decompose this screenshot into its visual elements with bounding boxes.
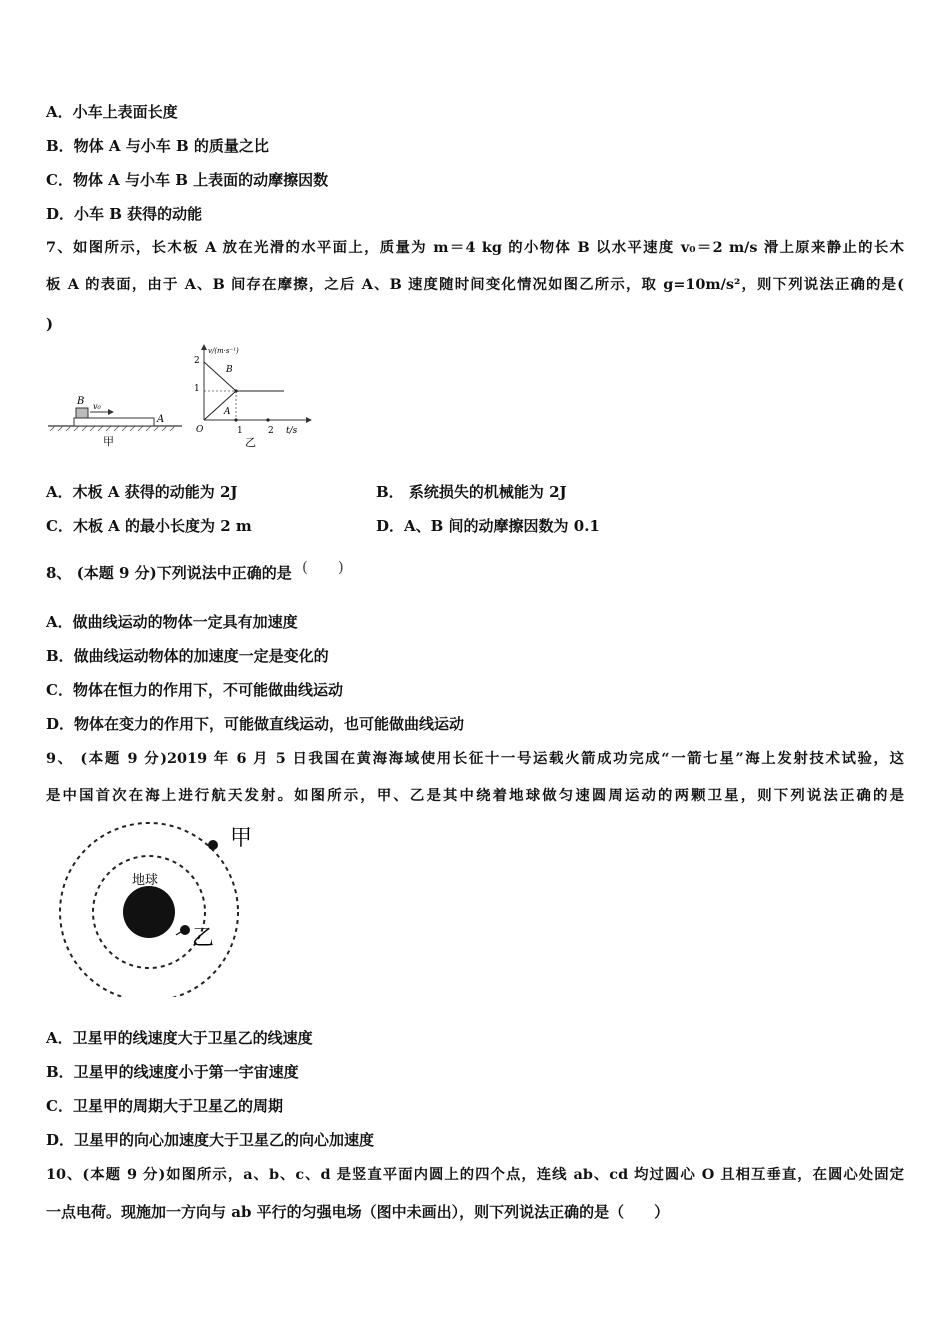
figure-yi-caption: 乙: [245, 436, 256, 449]
q10-stem-line2: 一点电荷。现施加一方向与 ab 平行的匀强电场（图中未画出），则下列说法正确的是（ ）: [46, 1203, 670, 1221]
x1-tick-mark: [234, 418, 237, 421]
satellite-yi: [180, 925, 190, 935]
y-axis-arrow: [201, 344, 207, 350]
velocity-arrowhead: [108, 409, 114, 415]
q9-option-d: D．卫星甲的向心加速度大于卫星乙的向心加速度: [46, 1131, 375, 1149]
q7-stem-line1: 7、如图所示，长木板 A 放在光滑的水平面上，质量为 m＝4 kg 的小物体 B 以水平速度 v₀＝2 m/s 滑上原来静止的长木: [46, 239, 904, 256]
board-a-label: A: [157, 414, 165, 425]
q7-option-c: C．木板 A 的最小长度为 2 m: [46, 517, 252, 535]
q8-option-a: A．做曲线运动的物体一定具有加速度: [46, 613, 298, 631]
ground-hatch: [50, 426, 175, 431]
q7-option-a: A．木板 A 获得的动能为 2J: [46, 483, 238, 501]
q9-option-a: A．卫星甲的线速度大于卫星乙的线速度: [46, 1029, 313, 1047]
x-tick-2: 2: [268, 426, 274, 436]
q9-stem-line2: 是中国首次在海上进行航天发射。如图所示，甲、乙是其中绕着地球做匀速圆周运动的两颗卫星，则下列说法正确的是: [46, 787, 904, 804]
q9-option-b: B．卫星甲的线速度小于第一宇宙速度: [46, 1063, 299, 1081]
q9-stem-line1: 9、 (本题 9 分)2019 年 6 月 5 日我国在黄海海域使用长征十一号运载火箭成功完成“一箭七星”海上发射技术试验，这: [46, 750, 904, 767]
q7-figure-board: [46, 388, 186, 450]
x-axis-label: t/s: [286, 426, 298, 436]
q6-option-c: C．物体 A 与小车 B 上表面的动摩擦因数: [46, 171, 329, 189]
q7-vt-graph: [188, 344, 318, 452]
q8-option-d: D．物体在变力的作用下，可能做直线运动，也可能做曲线运动: [46, 715, 465, 733]
v0-label: v₀: [93, 402, 101, 411]
series-b-label: B: [226, 365, 233, 375]
q7-option-d: D．A、B 间的动摩擦因数为 0.1: [376, 517, 600, 535]
satellite-jia-label: 甲: [230, 826, 253, 851]
origin-label: O: [196, 425, 204, 435]
intersection-point: [234, 389, 237, 392]
x-tick-1: 1: [237, 426, 243, 436]
q6-option-a: A．小车上表面长度: [46, 103, 178, 121]
q6-option-d: D．小车 B 获得的动能: [46, 205, 203, 223]
q8-option-c: C．物体在恒力的作用下，不可能做曲线运动: [46, 681, 343, 699]
q9-option-c: C．卫星甲的周期大于卫星乙的周期: [46, 1097, 283, 1115]
q8-answer-paren: ( ): [302, 558, 344, 576]
x-axis-arrow: [306, 417, 312, 423]
y-tick-2: 2: [194, 356, 200, 366]
q6-option-b: B．物体 A 与小车 B 的质量之比: [46, 137, 269, 155]
series-b-line: [204, 362, 284, 391]
series-a-label: A: [224, 407, 231, 417]
block-b-label: B: [77, 396, 85, 407]
x2-tick-mark: [266, 418, 269, 421]
q7-option-b: B． 系统损失的机械能为 2J: [376, 483, 567, 501]
q8-stem: 8、 (本题 9 分)下列说法中正确的是: [46, 564, 292, 582]
y-tick-1: 1: [194, 384, 200, 394]
block-b: [76, 408, 88, 418]
q10-stem-line1: 10、(本题 9 分)如图所示，a、b、c、d 是竖直平面内圆上的四个点，连线 ab、cd 均过圆心 O 且相互垂直，在圆心处固定: [46, 1166, 904, 1183]
y-axis-label: v/(m·s⁻¹): [208, 347, 239, 355]
q7-stem-line3: ): [46, 315, 54, 333]
earth-label: 地球: [132, 873, 159, 888]
series-a-line: [204, 391, 284, 420]
q7-stem-line2: 板 A 的表面，由于 A、B 间存在摩擦，之后 A、B 速度随时间变化情况如图乙所示，取 g=10m/s²，则下列说法正确的是(: [46, 276, 904, 293]
satellite-yi-label: 乙: [192, 926, 215, 951]
q8-option-b: B．做曲线运动物体的加速度一定是变化的: [46, 647, 329, 665]
q9-orbit-figure: [50, 815, 270, 997]
board-a: [74, 418, 154, 426]
figure-jia-caption: 甲: [103, 435, 114, 448]
earth: [123, 886, 175, 938]
satellite-jia: [208, 840, 218, 850]
